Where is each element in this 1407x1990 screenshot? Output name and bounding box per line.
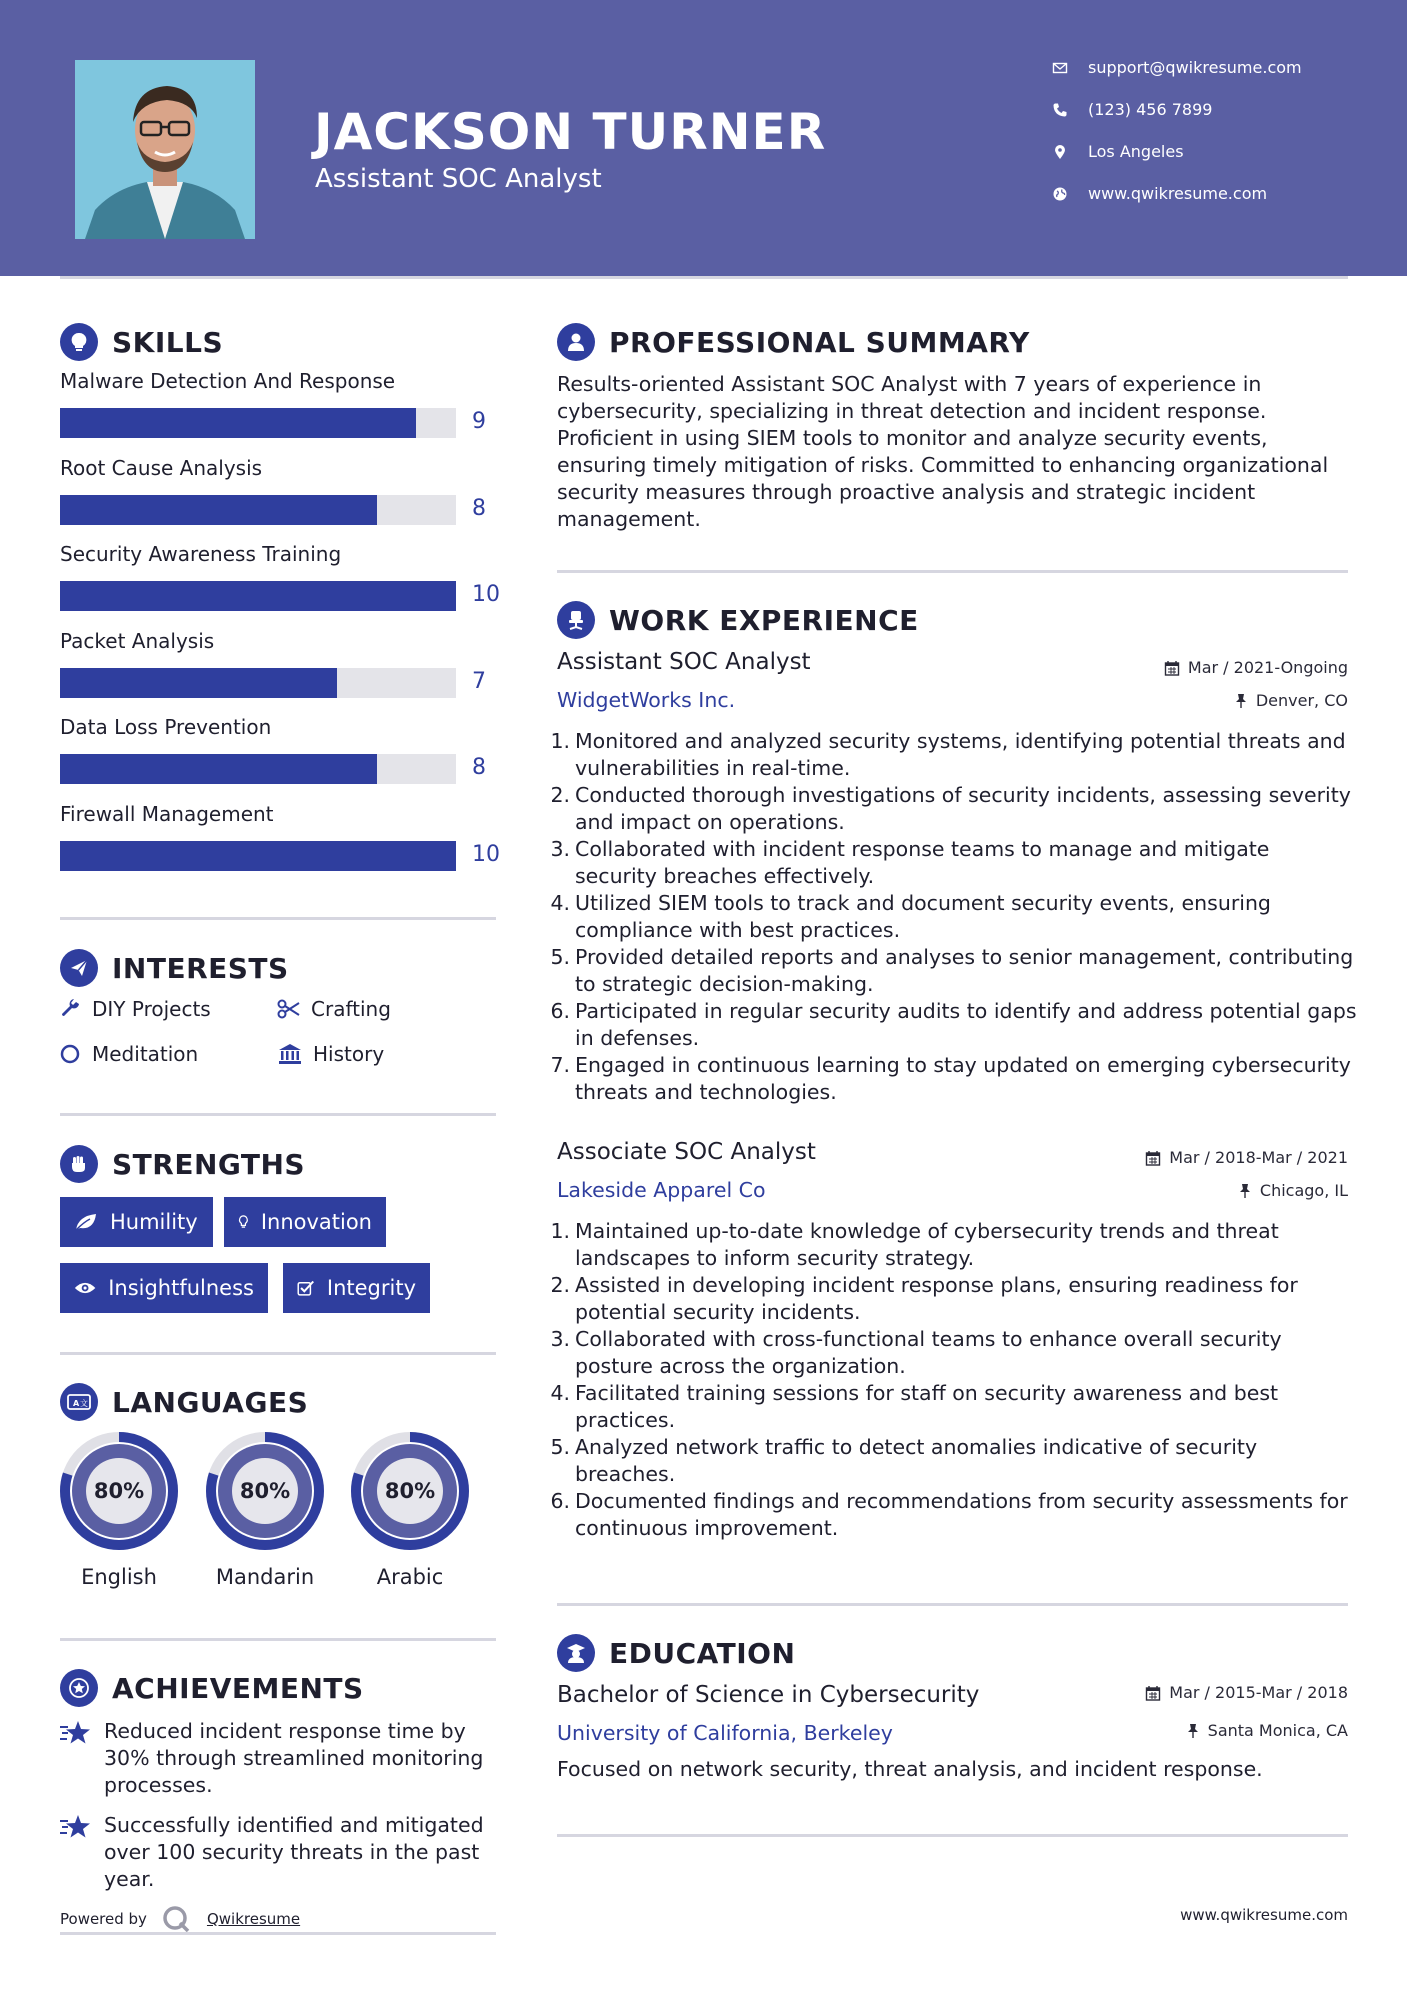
lightbulb-icon bbox=[60, 323, 98, 361]
language-name: English bbox=[81, 1565, 157, 1589]
skill-bar bbox=[60, 408, 456, 438]
calendar-icon bbox=[1145, 1150, 1161, 1166]
summary-heading-text: PROFESSIONAL SUMMARY bbox=[609, 325, 1030, 359]
bullet-number: 5. bbox=[550, 1435, 570, 1459]
achievements-heading-text: ACHIEVEMENTS bbox=[112, 1671, 364, 1705]
bullet-text: Monitored and analyzed security systems, identifying potential threats and vulnerabilities in real-time. bbox=[575, 729, 1346, 780]
interests-heading bbox=[60, 949, 289, 987]
footer-left-divider bbox=[60, 1932, 496, 1935]
job-title: Assistant SOC Analyst bbox=[557, 649, 811, 675]
interest-item bbox=[277, 1042, 384, 1066]
bullet-item bbox=[550, 1218, 1357, 1272]
pushpin-icon bbox=[1234, 693, 1248, 709]
bullet-number: 1. bbox=[550, 729, 570, 753]
languages-divider bbox=[60, 1638, 496, 1641]
museum-icon bbox=[277, 1043, 303, 1065]
candidate-title: Assistant SOC Analyst bbox=[315, 164, 602, 194]
skill-bar-fill bbox=[60, 495, 377, 525]
phone-icon bbox=[1052, 102, 1068, 118]
pushpin-icon bbox=[1186, 1723, 1200, 1739]
languages-heading-text: LANGUAGES bbox=[112, 1385, 309, 1419]
bullet-item bbox=[550, 836, 1357, 890]
bullet-item bbox=[550, 728, 1357, 782]
bullet-text: Collaborated with incident response teams to manage and mitigate security breaches effectively. bbox=[575, 837, 1270, 888]
bullet-number: 4. bbox=[550, 1381, 570, 1405]
experience-heading bbox=[557, 601, 919, 639]
strength-label: Innovation bbox=[260, 1210, 372, 1234]
job-dates-text: Mar / 2021-Ongoing bbox=[1187, 658, 1348, 677]
skill-value: 10 bbox=[472, 842, 500, 867]
summary-divider bbox=[557, 570, 1348, 573]
skill-bar-fill bbox=[60, 668, 337, 698]
job-dates-text: Mar / 2018-Mar / 2021 bbox=[1169, 1148, 1348, 1167]
bullet-item bbox=[550, 998, 1357, 1052]
skill-bar bbox=[60, 495, 456, 525]
education-divider bbox=[557, 1834, 1348, 1837]
interest-label: DIY Projects bbox=[92, 997, 211, 1021]
contact-email-text: support@qwikresume.com bbox=[1088, 58, 1302, 77]
footer-website[interactable]: www.qwikresume.com bbox=[1180, 1906, 1348, 1924]
contact-phone-text: (123) 456 7899 bbox=[1088, 100, 1213, 119]
svg-text:文: 文 bbox=[80, 1399, 88, 1408]
skills-divider bbox=[60, 917, 496, 920]
header-divider bbox=[60, 276, 1348, 279]
bullet-item bbox=[550, 944, 1357, 998]
skill-value: 8 bbox=[472, 495, 486, 521]
bullet-number: 1. bbox=[550, 1219, 570, 1243]
language-percent: 80% bbox=[93, 1479, 145, 1503]
bullet-number: 6. bbox=[550, 1489, 570, 1513]
user-icon bbox=[557, 323, 595, 361]
language-percent: 80% bbox=[384, 1479, 436, 1503]
resume-header bbox=[0, 0, 1407, 276]
calendar-icon bbox=[1164, 660, 1180, 676]
language-ring bbox=[347, 1428, 473, 1554]
bullet-text: Analyzed network traffic to detect anomalies indicative of security breaches. bbox=[575, 1435, 1258, 1486]
checkbox-icon bbox=[297, 1278, 315, 1298]
language-name: Arabic bbox=[376, 1565, 444, 1589]
skill-bar bbox=[60, 581, 456, 611]
star-badge-icon bbox=[60, 1669, 98, 1707]
strength-label: Insightfulness bbox=[108, 1276, 254, 1300]
skill-value: 7 bbox=[472, 668, 486, 694]
paper-plane-icon bbox=[60, 949, 98, 987]
strength-tag bbox=[283, 1263, 430, 1313]
skill-label: Firewall Management bbox=[60, 802, 274, 826]
bullet-text: Collaborated with cross-functional teams to enhance overall security posture across the organization. bbox=[575, 1327, 1282, 1378]
skill-label: Malware Detection And Response bbox=[60, 369, 396, 393]
bullet-item bbox=[550, 1052, 1357, 1106]
job-bullets bbox=[550, 1218, 1357, 1542]
achievements-heading bbox=[60, 1669, 364, 1707]
contact-location-text: Los Angeles bbox=[1088, 142, 1184, 161]
skill-label: Packet Analysis bbox=[60, 628, 215, 653]
interest-label: Crafting bbox=[311, 997, 391, 1021]
interest-item bbox=[60, 997, 211, 1021]
interest-item bbox=[60, 1042, 198, 1066]
calendar-icon bbox=[1145, 1685, 1161, 1701]
bullet-number: 4. bbox=[550, 891, 570, 915]
candidate-name: JACKSON TURNER bbox=[314, 103, 827, 161]
bullet-text: Maintained up-to-date knowledge of cybersecurity trends and threat landscapes to inform security strategy. bbox=[575, 1219, 1279, 1270]
job-title: Associate SOC Analyst bbox=[557, 1139, 816, 1165]
strength-tag bbox=[60, 1197, 213, 1247]
bullet-text: Participated in regular security audits to identify and address potential gaps in defenses. bbox=[575, 999, 1357, 1050]
office-chair-icon bbox=[557, 601, 595, 639]
strength-label: Humility bbox=[110, 1210, 198, 1234]
bullet-number: 3. bbox=[550, 1327, 570, 1351]
company-name: WidgetWorks Inc. bbox=[557, 688, 736, 712]
circle-icon bbox=[60, 1043, 82, 1065]
education-heading-text: EDUCATION bbox=[609, 1636, 796, 1670]
skill-value: 8 bbox=[472, 755, 486, 781]
skills-heading bbox=[60, 323, 223, 361]
bullet-item bbox=[550, 1326, 1357, 1380]
skill-bar-fill bbox=[60, 754, 377, 784]
experience-divider bbox=[557, 1603, 1348, 1606]
bullet-number: 6. bbox=[550, 999, 570, 1023]
summary-text: Results-oriented Assistant SOC Analyst with 7 years of experience in cybersecurity, specializing in threat detection and incident response. Proficient in using SIEM tools to monitor and analyze security events, ensuring timely mitigation of risks. Committed to enhancing organizational security measures through proactive analysis and strategic incident management. bbox=[557, 372, 1329, 531]
bullet-number: 5. bbox=[550, 945, 570, 969]
strength-tag bbox=[224, 1197, 386, 1247]
lightbulb-icon bbox=[238, 1211, 249, 1233]
qwikresume-logo-icon bbox=[161, 1904, 193, 1934]
language-name: Mandarin bbox=[215, 1565, 315, 1589]
contact-phone[interactable] bbox=[1052, 100, 1212, 119]
contact-location bbox=[1052, 142, 1184, 161]
degree-title: Bachelor of Science in Cybersecurity bbox=[557, 1682, 980, 1708]
interest-label: History bbox=[313, 1042, 385, 1066]
job-dates bbox=[1164, 658, 1348, 677]
eye-icon bbox=[74, 1279, 96, 1297]
summary-heading bbox=[557, 323, 1030, 361]
bullet-item bbox=[550, 1434, 1357, 1488]
education-description: Focused on network security, threat analysis, and incident response. bbox=[557, 1757, 1263, 1781]
job-bullets bbox=[550, 728, 1357, 1106]
skill-label: Security Awareness Training bbox=[60, 542, 342, 567]
powered-by-text: Powered by bbox=[60, 1910, 147, 1928]
bullet-item bbox=[550, 890, 1357, 944]
strengths-divider bbox=[60, 1352, 496, 1355]
bullet-number: 2. bbox=[550, 783, 570, 807]
skill-bar bbox=[60, 668, 456, 698]
education-location bbox=[1186, 1721, 1348, 1740]
job-dates bbox=[1145, 1148, 1348, 1167]
shooting-star-icon bbox=[58, 1719, 92, 1745]
profile-photo bbox=[75, 60, 255, 239]
skill-value: 10 bbox=[472, 582, 500, 608]
skill-bar-fill bbox=[60, 581, 456, 611]
job-location-text: Chicago, IL bbox=[1259, 1181, 1348, 1200]
job-location bbox=[1238, 1181, 1348, 1200]
strengths-heading-text: STRENGTHS bbox=[112, 1147, 306, 1181]
skill-bar-fill bbox=[60, 408, 416, 438]
achievement-item: Successfully identified and mitigated over 100 security threats in the past year. bbox=[104, 1813, 484, 1891]
svg-text:A: A bbox=[73, 1399, 80, 1408]
bullet-item bbox=[550, 1488, 1357, 1542]
strength-tag bbox=[60, 1263, 268, 1313]
job-location-text: Denver, CO bbox=[1255, 691, 1348, 710]
bullet-item bbox=[550, 782, 1357, 836]
bullet-number: 7. bbox=[550, 1053, 570, 1077]
skill-label: Root Cause Analysis bbox=[60, 455, 263, 480]
bullet-number: 2. bbox=[550, 1273, 570, 1297]
map-pin-icon bbox=[1052, 144, 1068, 160]
contact-email[interactable] bbox=[1052, 58, 1302, 77]
company-name: Lakeside Apparel Co bbox=[557, 1178, 766, 1202]
skill-label: Data Loss Prevention bbox=[60, 715, 272, 740]
bullet-number: 3. bbox=[550, 837, 570, 861]
education-dates-text: Mar / 2015-Mar / 2018 bbox=[1169, 1683, 1348, 1702]
strengths-heading bbox=[60, 1145, 305, 1183]
graduate-icon bbox=[557, 1634, 595, 1672]
school-name: University of California, Berkeley bbox=[557, 1721, 893, 1745]
bullet-item bbox=[550, 1380, 1357, 1434]
education-dates bbox=[1145, 1683, 1348, 1702]
bullet-text: Documented findings and recommendations from security assessments for continuous improvement. bbox=[575, 1489, 1348, 1540]
envelope-icon bbox=[1052, 60, 1068, 76]
bullet-text: Engaged in continuous learning to stay updated on emerging cybersecurity threats and technologies. bbox=[575, 1053, 1351, 1104]
interest-label: Meditation bbox=[92, 1042, 199, 1066]
language-ring bbox=[56, 1428, 182, 1554]
education-heading bbox=[557, 1634, 795, 1672]
bullet-text: Conducted thorough investigations of security incidents, assessing severity and impact on operations. bbox=[575, 783, 1351, 834]
wrench-icon bbox=[60, 998, 82, 1020]
qwikresume-link[interactable]: Qwikresume bbox=[206, 1910, 301, 1928]
skill-bar-fill bbox=[60, 841, 456, 871]
bullet-text: Assisted in developing incident response plans, ensuring readiness for potential security incidents. bbox=[575, 1273, 1298, 1324]
language-icon bbox=[60, 1383, 98, 1421]
bullet-text: Provided detailed reports and analyses to senior management, contributing to strategic decision-making. bbox=[575, 945, 1354, 996]
contact-website[interactable] bbox=[1052, 184, 1267, 203]
languages-heading bbox=[60, 1383, 308, 1421]
experience-heading-text: WORK EXPERIENCE bbox=[609, 603, 919, 637]
raised-fist-icon bbox=[60, 1145, 98, 1183]
job-location bbox=[1234, 691, 1348, 710]
interests-divider bbox=[60, 1113, 496, 1116]
skill-bar bbox=[60, 754, 456, 784]
globe-icon bbox=[1052, 186, 1068, 202]
bullet-item bbox=[550, 1272, 1357, 1326]
skills-heading-text: SKILLS bbox=[112, 325, 224, 359]
education-location-text: Santa Monica, CA bbox=[1207, 1721, 1348, 1740]
shooting-star-icon bbox=[58, 1813, 92, 1839]
scissors-icon bbox=[277, 998, 301, 1020]
leaf-icon bbox=[74, 1212, 98, 1232]
skill-bar bbox=[60, 841, 456, 871]
pushpin-icon bbox=[1238, 1183, 1252, 1199]
powered-by bbox=[60, 1904, 300, 1934]
language-percent: 80% bbox=[239, 1479, 291, 1503]
interests-heading-text: INTERESTS bbox=[112, 951, 289, 985]
achievement-item: Reduced incident response time by 30% through streamlined monitoring processes. bbox=[104, 1719, 484, 1797]
strength-label: Integrity bbox=[326, 1276, 416, 1300]
contact-website-text: www.qwikresume.com bbox=[1088, 184, 1268, 203]
interest-item bbox=[277, 997, 391, 1021]
language-ring bbox=[202, 1428, 328, 1554]
bullet-text: Facilitated training sessions for staff on security awareness and best practices. bbox=[575, 1381, 1279, 1432]
skill-value: 9 bbox=[472, 409, 486, 434]
bullet-text: Utilized SIEM tools to track and document security events, ensuring compliance with best practices. bbox=[575, 891, 1271, 942]
